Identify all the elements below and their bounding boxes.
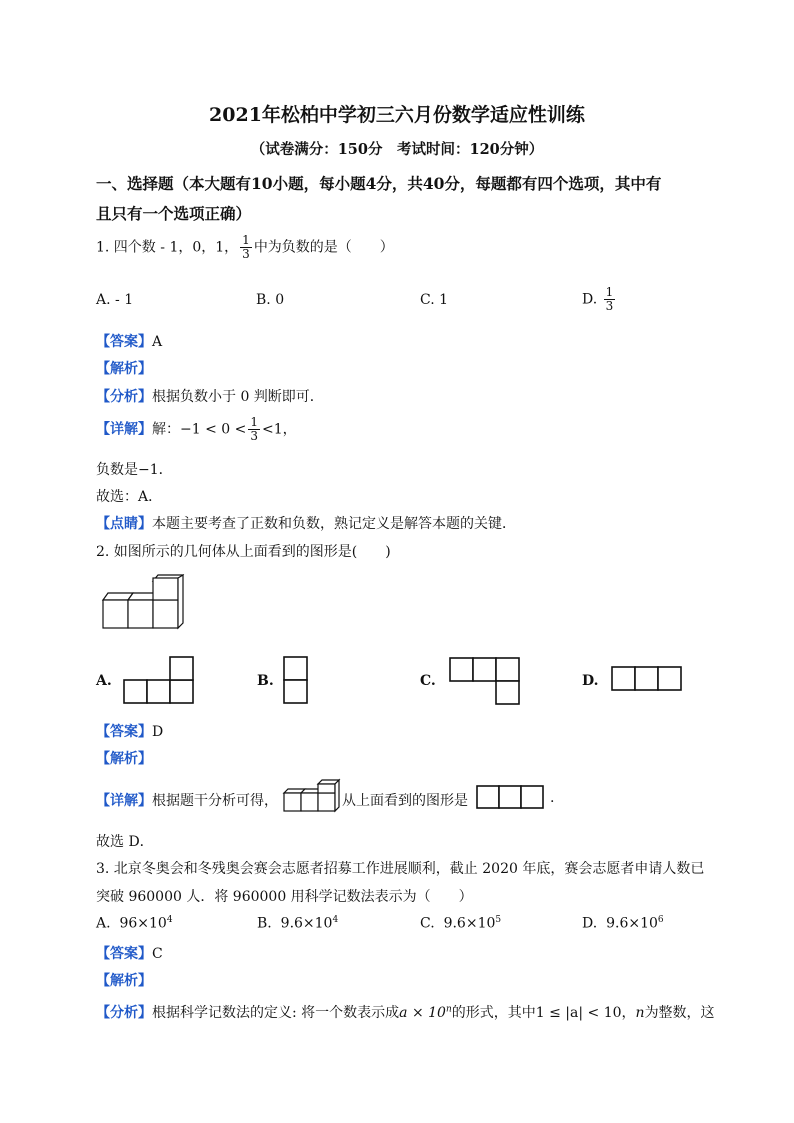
q3-option-b-label: B. bbox=[257, 915, 272, 932]
q1-xiangjie-den: 3 bbox=[250, 429, 258, 443]
q1-option-b: B. 0 bbox=[256, 292, 285, 308]
q2-solid-figure bbox=[103, 575, 185, 631]
q3-option-b-exp: 4 bbox=[332, 915, 339, 925]
q2-answer bbox=[96, 721, 163, 741]
q2-choose-line: 故选 D． bbox=[96, 834, 154, 850]
q3-fenxi-form: a × 10 bbox=[399, 1005, 446, 1021]
xiangjie-tag: 【详解】 bbox=[96, 421, 152, 438]
q2-xiangjie-before: 根据题干分析可得， bbox=[152, 793, 278, 809]
q1-option-c: C. 1 bbox=[420, 292, 449, 308]
q2-xiangjie-answer-figure bbox=[477, 786, 545, 810]
q3-stem-line1: 3. 北京冬奥会和冬残奥会赛会志愿者招募工作进展顺利，截止 2020 年底，赛会志愿者申请人数已 bbox=[96, 861, 705, 877]
q1-xiangjie-before: 解：−1 < 0 < bbox=[152, 421, 247, 438]
q1-fenxi bbox=[96, 386, 324, 406]
jiexi-tag: 【解析】 bbox=[96, 361, 152, 377]
q2-option-d-figure bbox=[612, 667, 682, 692]
q3-fenxi-n: n bbox=[635, 1005, 645, 1021]
q2-answer-value: D bbox=[152, 724, 164, 740]
q1-xiangjie-fraction bbox=[248, 416, 260, 443]
q3-fenxi bbox=[96, 1002, 715, 1022]
q3-fenxi-sep: ， bbox=[621, 1005, 636, 1021]
q2-xiangjie bbox=[96, 790, 278, 810]
q3-option-d bbox=[582, 915, 664, 932]
q1-dianjing-text: 本题主要考查了正数和负数，熟记定义是解答本题的关键． bbox=[152, 516, 516, 532]
q3-fenxi-before: 根据科学记数法的定义: 将一个数表示成 bbox=[152, 1005, 400, 1021]
q1-option-d-label: D. bbox=[582, 291, 598, 308]
q1-jiexi bbox=[96, 358, 152, 378]
q1-fraction-den: 3 bbox=[242, 247, 250, 261]
q3-option-a-base: 96×10 bbox=[119, 915, 167, 932]
q2-xiangjie-solid-figure bbox=[284, 780, 340, 814]
q2-option-b-figure bbox=[284, 657, 308, 705]
xiangjie-tag: 【详解】 bbox=[96, 793, 152, 809]
answer-tag: 【答案】 bbox=[96, 946, 152, 962]
q3-fenxi-form-exp: n bbox=[445, 1004, 452, 1015]
q1-xiangjie-after: <1， bbox=[262, 421, 297, 438]
q1-answer-value: A bbox=[152, 334, 163, 350]
q2-option-d-label: D. bbox=[582, 673, 599, 689]
q3-option-b bbox=[257, 915, 338, 932]
q1-option-d-num: 1 bbox=[605, 285, 614, 299]
section-heading-line2: 且只有一个选项正确） bbox=[96, 204, 252, 223]
q1-negative-line: 负数是−1． bbox=[96, 462, 173, 478]
q3-option-c-base: 9.6×10 bbox=[443, 915, 496, 932]
q1-option-d-den: 3 bbox=[605, 299, 614, 313]
q3-option-a-exp: 4 bbox=[166, 915, 173, 925]
q3-answer bbox=[96, 943, 163, 963]
q3-jiexi bbox=[96, 970, 152, 990]
q2-xiangjie-end: . bbox=[550, 790, 555, 806]
q2-stem: 2. 如图所示的几何体从上面看到的图形是( ) bbox=[96, 544, 391, 560]
q2-option-c-figure bbox=[450, 658, 520, 706]
q2-option-b-label: B. bbox=[257, 673, 274, 689]
q1-option-d-fraction bbox=[604, 286, 616, 313]
q3-option-d-exp: 6 bbox=[657, 915, 664, 925]
q1-fraction bbox=[240, 234, 252, 261]
q1-xiangjie-num: 1 bbox=[250, 415, 258, 429]
q3-option-d-base: 9.6×10 bbox=[606, 915, 658, 932]
exam-info: （试卷满分：150分 考试时间：120分钟） bbox=[250, 141, 544, 158]
fenxi-tag: 【分析】 bbox=[96, 1005, 152, 1021]
answer-tag: 【答案】 bbox=[96, 334, 152, 350]
q1-stem-before: 1. 四个数 - 1，0，1， bbox=[96, 239, 239, 256]
q3-option-c-label: C. bbox=[420, 915, 435, 932]
q3-answer-value: C bbox=[152, 946, 163, 962]
q3-option-d-label: D. bbox=[582, 915, 598, 932]
q3-stem-line2: 突破 960000 人．将 960000 用科学记数法表示为（ ） bbox=[96, 889, 473, 905]
q3-option-c-exp: 5 bbox=[495, 915, 502, 925]
q1-xiangjie bbox=[96, 416, 297, 443]
q1-stem-after: 中为负数的是（ ） bbox=[253, 239, 394, 256]
q1-stem bbox=[96, 234, 394, 261]
q1-option-a: A. - 1 bbox=[96, 292, 134, 308]
dianjing-tag: 【点睛】 bbox=[96, 516, 152, 532]
q3-fenxi-cond: 1 ≤ |a| < 10 bbox=[535, 1005, 622, 1021]
q1-choose-line: 故选：A． bbox=[96, 489, 163, 505]
q1-dianjing bbox=[96, 513, 516, 533]
q3-option-b-base: 9.6×10 bbox=[280, 915, 333, 932]
q3-option-c bbox=[420, 915, 501, 932]
jiexi-tag: 【解析】 bbox=[96, 973, 152, 989]
answer-tag: 【答案】 bbox=[96, 724, 152, 740]
q1-fenxi-text: 根据负数小于 0 判断即可． bbox=[152, 389, 324, 405]
q3-option-a-label: A. bbox=[96, 915, 111, 932]
page-title: 2021年松柏中学初三六月份数学适应性训练 bbox=[209, 104, 585, 126]
q2-xiangjie-mid: 从上面看到的图形是 bbox=[342, 793, 468, 809]
q1-answer bbox=[96, 331, 162, 351]
q1-option-d bbox=[582, 286, 617, 313]
q2-jiexi bbox=[96, 748, 152, 768]
q3-fenxi-end: 为整数，这 bbox=[644, 1005, 715, 1021]
jiexi-tag: 【解析】 bbox=[96, 751, 152, 767]
q3-fenxi-mid: 的形式，其中 bbox=[451, 1005, 536, 1021]
q2-option-a-label: A. bbox=[96, 673, 112, 689]
fenxi-tag: 【分析】 bbox=[96, 389, 152, 405]
q2-option-a-figure bbox=[124, 657, 194, 705]
q1-fraction-num: 1 bbox=[242, 233, 250, 247]
q3-option-a bbox=[96, 915, 173, 932]
section-heading-line1: 一、选择题（本大题有10小题，每小题4分，共40分，每题都有四个选项，其中有 bbox=[96, 174, 662, 193]
q2-option-c-label: C. bbox=[420, 673, 436, 689]
